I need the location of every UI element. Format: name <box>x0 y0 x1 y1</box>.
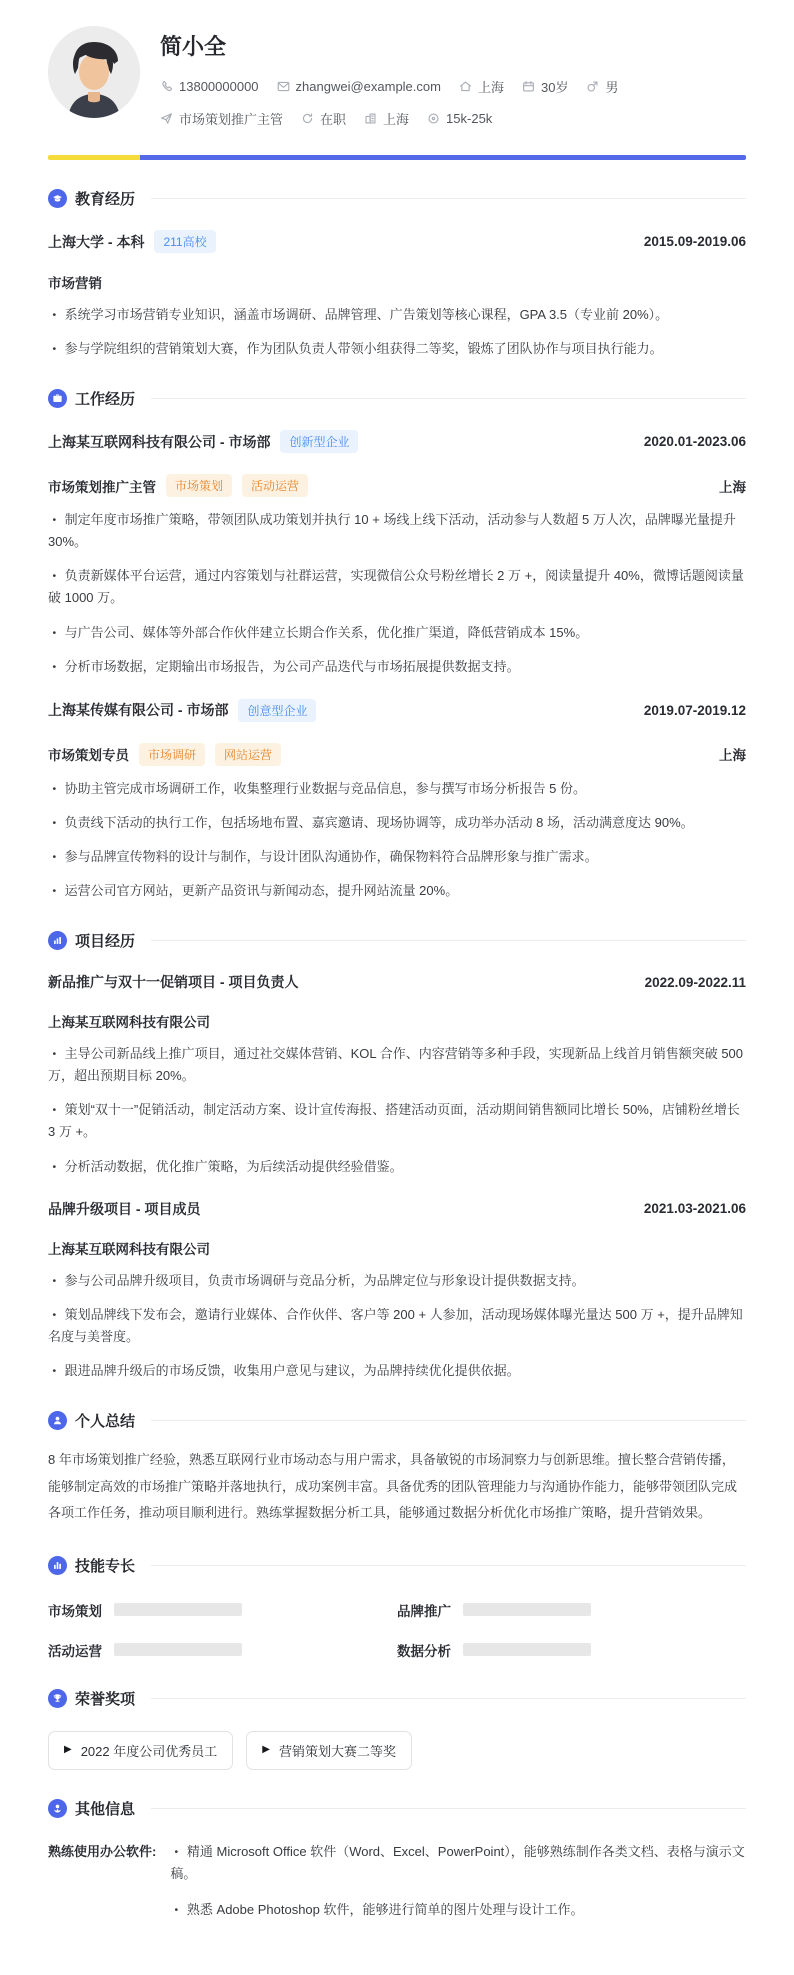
skill-bar-track <box>463 1603 591 1616</box>
bullet-dot: • <box>52 1103 57 1116</box>
company-tag: 创新型企业 <box>280 430 358 453</box>
job-status-item <box>301 109 346 128</box>
role-tag: 网站运营 <box>215 743 281 766</box>
section-divider-line <box>151 1808 746 1809</box>
info-badge-icon <box>48 1799 67 1818</box>
phone-value: 13800000000 <box>179 79 259 94</box>
bullet-item: • 熟悉 Adobe Photoshop 软件，能够进行简单的图片处理与设计工作。 <box>174 1902 584 1918</box>
header-divider <box>48 155 746 160</box>
bullet-dot: • <box>52 1160 57 1173</box>
role-tag: 市场调研 <box>139 743 205 766</box>
company-tag: 创意型企业 <box>238 699 316 722</box>
salary-item <box>427 111 492 126</box>
bullet-dot: • <box>174 1903 179 1916</box>
job-location: 上海 <box>719 748 746 764</box>
status-icon <box>301 112 314 125</box>
skill-bar-track <box>114 1603 242 1616</box>
play-icon: ▶ <box>262 1744 270 1756</box>
age-item <box>522 77 568 96</box>
honor-buttons <box>48 1731 746 1770</box>
age-icon <box>522 80 535 93</box>
salary-value: 15k-25k <box>446 111 493 126</box>
company-name: 上海某互联网科技有限公司 - 市场部 <box>48 433 271 450</box>
section-divider-line <box>151 398 746 399</box>
skill-item <box>48 1600 397 1620</box>
building-icon <box>364 112 377 125</box>
city-item <box>459 77 504 96</box>
resume-header <box>48 26 746 141</box>
gender-value: 男 <box>605 80 619 95</box>
project-entry <box>48 1199 746 1382</box>
bullet-dot: • <box>52 342 57 355</box>
project-bullets <box>48 1043 746 1177</box>
avatar-photo-placeholder <box>48 26 140 118</box>
section-header <box>48 930 746 951</box>
job-role: 市场策划专员 <box>48 748 129 764</box>
project-date: 2021.03-2021.06 <box>643 1201 746 1217</box>
paper-plane-icon <box>160 112 173 125</box>
bullet-item: • 负责新媒体平台运营，通过内容策划与社群运营，实现微信公众号粉丝增长 2 万 +，阅读量提升 40%，微博话题阅读量破 1000 万。 <box>48 568 744 606</box>
honor-button[interactable] <box>48 1731 233 1770</box>
bullet-dot: • <box>52 850 57 863</box>
project-date: 2022.09-2022.11 <box>644 974 746 990</box>
section-header <box>48 1555 746 1576</box>
age-value: 30岁 <box>540 80 569 95</box>
bullet-item: • 系统学习市场营销专业知识，涵盖市场调研、品牌管理、广告策划等核心课程，GPA 3.5（专业前 20%）。 <box>52 307 669 322</box>
job-bullets <box>48 509 746 678</box>
gender-item <box>586 77 618 96</box>
skill-item <box>397 1600 746 1620</box>
bullet-dot: • <box>52 1047 57 1060</box>
section-divider-line <box>151 940 746 941</box>
job-role-row <box>48 474 746 497</box>
school-tag: 211高校 <box>154 230 215 253</box>
other-label: 熟练使用办公软件: <box>48 1843 157 1859</box>
section-summary <box>48 1410 746 1527</box>
city-value: 上海 <box>477 80 504 95</box>
company-name: 上海某传媒有限公司 - 市场部 <box>48 702 229 719</box>
bullet-dot: • <box>52 660 57 673</box>
contact-row-2 <box>160 109 618 128</box>
job-company-row <box>48 699 746 722</box>
skills-grid <box>48 1600 746 1660</box>
salary-icon <box>427 112 440 125</box>
section-divider-line <box>151 1565 746 1566</box>
bullet-item: • 制定年度市场推广策略，带领团队成功策划并执行 10 + 场线上线下活动，活动参与人数超 5 万人次，品牌曝光量提升 30%。 <box>48 512 736 550</box>
skill-label: 品牌推广 <box>397 1603 451 1619</box>
section-divider-line <box>151 198 746 199</box>
divider-yellow-segment <box>48 155 140 160</box>
divider-blue-segment <box>140 155 746 160</box>
bullet-dot: • <box>52 569 57 582</box>
section-other <box>48 1798 746 1935</box>
bullet-item: • 策划“双十一”促销活动，制定活动方案、设计宣传海报、搭建活动页面，活动期间销售额同比增长 50%，店铺粉丝增长 3 万 +。 <box>48 1102 740 1140</box>
bullet-dot: • <box>52 816 57 829</box>
section-title: 荣誉奖项 <box>75 1690 136 1708</box>
bullet-dot: • <box>52 1308 57 1321</box>
header-info <box>160 26 618 141</box>
trophy-icon <box>48 1689 67 1708</box>
section-honors <box>48 1688 746 1770</box>
project-bullets <box>48 1270 746 1382</box>
job-status-value: 在职 <box>320 112 347 127</box>
project-company: 上海某互联网科技有限公司 <box>48 1241 210 1257</box>
honor-label: 2022 年度公司优秀员工 <box>80 1743 218 1759</box>
work-city-item <box>364 109 409 128</box>
project-header-row <box>48 1199 746 1219</box>
email-value: zhangwei@example.com <box>295 79 441 94</box>
bullet-item: • 负责线下活动的执行工作，包括场地布置、嘉宾邀请、现场协调等，成功举办活动 8 场，活动满意度达 90%。 <box>52 814 694 830</box>
bullet-item: • 协助主管完成市场调研工作，收集整理行业数据与竞品信息，参与撰写市场分析报告 5 份。 <box>52 780 587 796</box>
job-role-row <box>48 743 746 766</box>
section-title: 项目经历 <box>75 933 136 951</box>
honor-label: 营销策划大赛二等奖 <box>278 1743 396 1759</box>
bullet-item: • 参与学院组织的营销策划大赛，作为团队负责人带领小组获得二等奖，锻炼了团队协作与项目执行能力。 <box>52 341 663 357</box>
bullet-dot: • <box>52 884 57 897</box>
bullet-item: • 策划品牌线下发布会，邀请行业媒体、合作伙伴、客户等 200 + 人参加，活动现场媒体曝光量达 500 万 +，提升品牌知名度与美誉度。 <box>48 1306 743 1344</box>
section-header <box>48 388 746 409</box>
summary-text: 8 年市场策划推广经验，熟悉互联网行业市场动态与用户需求，具备敏锐的市场洞察力与创新思维。擅长整合营销传播，能够制定高效的市场推广策略并落地执行，成功案例丰富。具备优秀的团队管理能力与沟通协作能力，能够带领团队完成各项工作任务，推动项目顺利进行。熟练掌握数据分析工具，能够通过数据分析优化市场推广策略，提升营销效果。 <box>48 1451 738 1521</box>
project-company: 上海某互联网科技有限公司 <box>48 1015 210 1031</box>
section-education <box>48 188 746 360</box>
bullet-dot: • <box>52 782 57 795</box>
job-intention-value: 市场策划推广主管 <box>179 112 284 127</box>
bullet-item: • 参与公司品牌升级项目，负责市场调研与竞品分析，为品牌定位与形象设计提供数据支持。 <box>52 1272 585 1288</box>
phone-icon <box>160 80 173 93</box>
bullet-dot: • <box>52 1274 57 1287</box>
section-header <box>48 1410 746 1431</box>
bullet-item: • 分析市场数据，定期输出市场报告，为公司产品迭代与市场拓展提供数据支持。 <box>52 658 520 674</box>
role-tag: 市场策划 <box>166 474 232 497</box>
email-item <box>277 79 441 94</box>
project-header-row <box>48 972 746 992</box>
bullet-dot: • <box>52 626 57 639</box>
job-location: 上海 <box>719 479 746 495</box>
section-title: 工作经历 <box>75 391 136 409</box>
section-title: 个人总结 <box>75 1412 136 1430</box>
section-title: 其他信息 <box>75 1800 136 1818</box>
avatar <box>48 26 140 118</box>
education-date: 2015.09-2019.06 <box>643 234 746 249</box>
job-company-row <box>48 430 746 453</box>
section-title: 教育经历 <box>75 191 136 208</box>
contact-row-1 <box>160 77 618 96</box>
section-work <box>48 388 746 902</box>
project-name: 品牌升级项目 - 项目成员 <box>48 1200 201 1217</box>
honor-button[interactable] <box>246 1731 412 1770</box>
candidate-name: 简小全 <box>160 34 227 59</box>
bar-chart-icon <box>48 931 67 950</box>
bullet-item: • 分析活动数据，优化推广策略，为后续活动提供经验借鉴。 <box>52 1158 403 1174</box>
school-name: 上海大学 - 本科 <box>48 233 145 250</box>
major-name: 市场营销 <box>48 276 102 291</box>
bullet-item: • 参与品牌宣传物料的设计与制作，与设计团队沟通协作，确保物料符合品牌形象与推广需求。 <box>52 848 598 864</box>
bullet-dot: • <box>52 308 57 321</box>
skill-label: 数据分析 <box>397 1643 451 1659</box>
job-entry <box>48 699 746 902</box>
section-projects <box>48 930 746 1382</box>
person-icon <box>48 1411 67 1430</box>
bullet-dot: • <box>174 1845 179 1858</box>
section-header <box>48 1688 746 1709</box>
home-icon <box>459 80 472 93</box>
gender-icon <box>586 80 599 93</box>
mail-icon <box>277 80 290 93</box>
briefcase-icon <box>48 389 67 408</box>
job-intention-item <box>160 109 283 128</box>
phone-item <box>160 79 259 94</box>
section-title: 技能专长 <box>75 1557 136 1575</box>
bullet-item: • 跟进品牌升级后的市场反馈，收集用户意见与建议，为品牌持续优化提供依据。 <box>52 1362 520 1378</box>
bullet-item: • 与广告公司、媒体等外部合作伙伴建立长期合作关系，优化推广渠道，降低营销成本 15%。 <box>52 624 589 640</box>
skill-bar-track <box>114 1643 242 1656</box>
job-bullets <box>48 778 746 902</box>
section-divider-line <box>151 1698 746 1699</box>
bullet-item: • 运营公司官方网站，更新产品资讯与新闻动态，提升网站流量 20%。 <box>52 883 459 899</box>
play-icon: ▶ <box>64 1744 72 1756</box>
section-divider-line <box>151 1420 746 1421</box>
skill-item <box>397 1640 746 1660</box>
work-city-value: 上海 <box>383 112 410 127</box>
project-name: 新品推广与双十一促销项目 - 项目负责人 <box>48 974 299 991</box>
skill-label: 市场策划 <box>48 1603 102 1619</box>
bullet-dot: • <box>52 1364 57 1377</box>
education-bullets <box>48 304 746 360</box>
skill-item <box>48 1640 397 1660</box>
project-entry <box>48 972 746 1177</box>
section-skills <box>48 1555 746 1660</box>
bullet-item: • 主导公司新品线上推广项目，通过社交媒体营销、KOL 合作、内容营销等多种手段，实现新品上线首月销售额突破 500 万，超出预期目标 20%。 <box>48 1046 744 1084</box>
role-tag: 活动运营 <box>242 474 308 497</box>
job-role: 市场策划推广主管 <box>48 479 156 495</box>
job-date: 2019.07-2019.12 <box>643 702 746 718</box>
job-date: 2020.01-2023.06 <box>643 434 746 450</box>
bullet-dot: • <box>52 513 57 526</box>
skill-bar-track <box>463 1643 591 1656</box>
graduation-cap-icon <box>48 189 67 208</box>
other-bullets <box>170 1841 746 1935</box>
section-header <box>48 1798 746 1819</box>
skill-label: 活动运营 <box>48 1643 102 1659</box>
job-entry <box>48 430 746 678</box>
education-entry-header <box>48 230 746 253</box>
bullet-item: • 精通 Microsoft Office 软件（Word、Excel、PowerPoint），能够熟练制作各类文档、表格与演示文稿。 <box>170 1843 745 1881</box>
other-info-row <box>48 1841 746 1935</box>
skills-chart-icon <box>48 1556 67 1575</box>
section-header <box>48 188 746 209</box>
